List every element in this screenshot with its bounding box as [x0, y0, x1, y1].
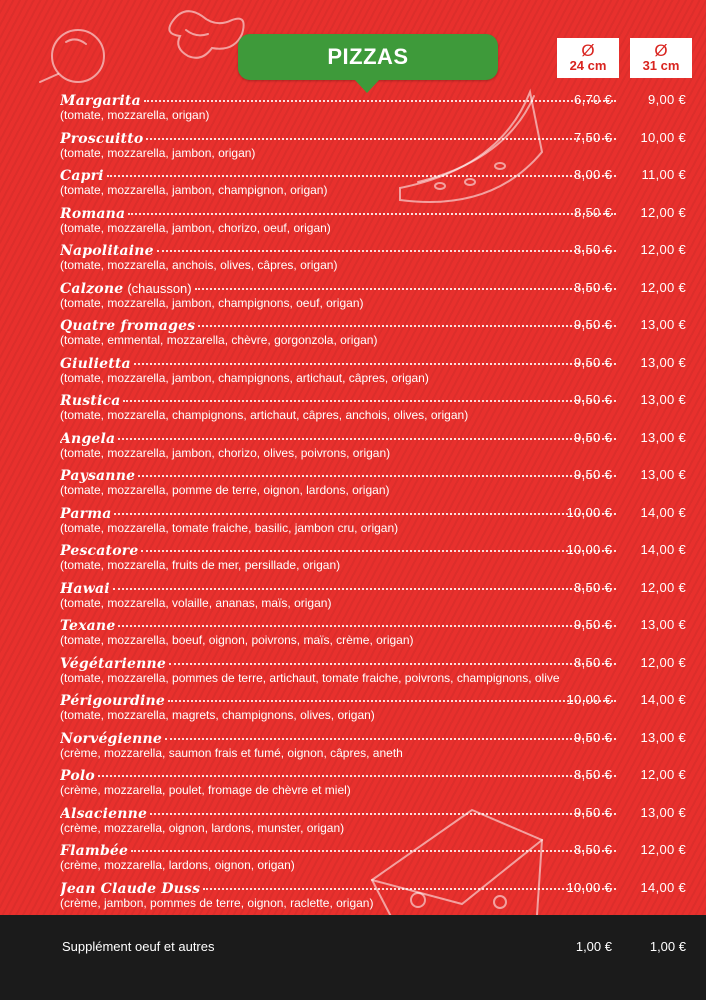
menu-item	[60, 466, 690, 504]
menu-item	[60, 804, 690, 842]
item-name-line	[60, 654, 616, 672]
item-description: (tomate, mozzarella, volaille, ananas, maïs, origan)	[60, 595, 332, 610]
item-price-31cm: 11,00 €	[641, 167, 686, 182]
item-price-31cm: 13,00 €	[640, 429, 686, 445]
item-price-31cm: 10,00 €	[640, 129, 686, 145]
menu-item	[60, 354, 690, 392]
size-header-31cm	[630, 38, 692, 78]
item-price-24cm: 9,50 €	[574, 317, 612, 332]
item-price-31cm: 12,00 €	[640, 242, 686, 257]
item-name-line	[60, 241, 616, 259]
item-price-24cm: 9,50 €	[574, 729, 612, 745]
item-price-31cm: 9,00 €	[648, 92, 686, 107]
item-price-31cm: 14,00 €	[640, 879, 686, 895]
item-price-24cm: 9,50 €	[574, 617, 612, 632]
item-description: (crème, mozzarella, saumon frais et fumé, oignon, câpres, aneth	[60, 745, 403, 760]
item-name: Hawai	[60, 580, 110, 597]
item-name: Flambée	[60, 843, 129, 859]
item-name-line	[60, 429, 616, 447]
item-name-line	[60, 879, 616, 897]
item-name-line	[60, 729, 616, 747]
item-price-24cm: 10,00 €	[566, 879, 612, 895]
item-name-line	[60, 504, 616, 522]
item-name-line	[60, 691, 616, 709]
item-description: (crème, mozzarella, oignon, lardons, munster, origan)	[60, 820, 345, 835]
item-name: Parma	[60, 505, 112, 522]
item-price-24cm: 8,50 €	[574, 654, 612, 670]
menu-item	[60, 241, 690, 279]
menu-item	[60, 879, 690, 917]
item-name: Jean Claude Duss	[60, 880, 201, 897]
item-price-31cm: 12,00 €	[640, 767, 686, 782]
menu-item	[60, 91, 690, 129]
menu-item	[60, 691, 690, 729]
item-name: Texane	[60, 618, 116, 634]
menu-item	[60, 129, 690, 167]
item-name-line	[60, 316, 616, 334]
item-price-24cm: 9,50 €	[574, 392, 612, 407]
item-name: Calzone	[60, 280, 124, 297]
item-price-24cm: 9,50 €	[574, 804, 612, 820]
item-price-24cm: 8,00 €	[574, 167, 612, 182]
item-description: (tomate, mozzarella, anchois, olives, câpres, origan)	[60, 258, 338, 272]
item-price-24cm: 8,50 €	[574, 204, 612, 220]
item-price-24cm: 10,00 €	[566, 504, 612, 520]
item-description: (tomate, mozzarella, champignons, artichaut, câpres, anchois, olives, origan)	[60, 408, 469, 422]
item-description: (tomate, mozzarella, jambon, champignons, artichaut, câpres, origan)	[60, 370, 429, 385]
item-name: Giulietta	[60, 355, 131, 372]
item-price-24cm: 8,50 €	[574, 279, 612, 295]
item-name-line	[60, 766, 616, 784]
item-description: (tomate, mozzarella, jambon, chorizo, oeuf, origan)	[60, 220, 331, 235]
menu-item	[60, 541, 690, 579]
item-name: Alsacienne	[60, 805, 148, 822]
item-description: (tomate, mozzarella, jambon, origan)	[60, 145, 256, 160]
item-name-line	[60, 129, 616, 147]
menu-item	[60, 166, 690, 204]
item-name: Norvégienne	[60, 730, 163, 747]
dot-leader	[107, 166, 616, 177]
item-name: Périgourdine	[60, 693, 166, 709]
item-name: Capri	[60, 168, 104, 184]
menu-item	[60, 204, 690, 242]
item-name-line	[60, 616, 616, 634]
pepper-icon	[169, 11, 243, 58]
menu-item	[60, 316, 690, 354]
item-name-line	[60, 804, 616, 822]
item-price-31cm: 14,00 €	[640, 542, 686, 557]
item-price-31cm: 13,00 €	[640, 467, 686, 482]
item-name-line	[60, 466, 616, 484]
item-description: (tomate, mozzarella, fruits de mer, persillade, origan)	[60, 558, 341, 572]
item-price-24cm: 9,50 €	[574, 467, 612, 482]
menu-item	[60, 729, 690, 767]
page-title: PIZZAS	[238, 34, 498, 80]
diameter-icon: Ø	[581, 41, 595, 61]
item-name: Quatre fromages	[60, 318, 196, 334]
menu-item	[60, 279, 690, 317]
item-name-line	[60, 354, 616, 372]
size-header-24cm	[557, 38, 619, 78]
item-price-24cm: 9,50 €	[574, 354, 612, 370]
item-price-24cm: 8,50 €	[574, 579, 612, 595]
item-price-31cm: 12,00 €	[640, 204, 686, 220]
item-name: Romana	[60, 205, 126, 222]
item-name: Angela	[60, 430, 116, 447]
item-price-31cm: 12,00 €	[640, 579, 686, 595]
item-price-24cm: 10,00 €	[566, 542, 612, 557]
diameter-icon: Ø	[654, 41, 668, 61]
item-description: (crème, mozzarella, lardons, oignon, origan)	[60, 858, 295, 872]
item-name-line	[60, 166, 616, 184]
item-name-line	[60, 579, 616, 597]
item-price-24cm: 8,50 €	[574, 242, 612, 257]
item-price-31cm: 13,00 €	[640, 392, 686, 407]
item-price-31cm: 13,00 €	[640, 317, 686, 332]
item-description: (crème, jambon, pommes de terre, oignon, raclette, origan)	[60, 895, 374, 910]
menu-item	[60, 766, 690, 804]
item-name: Polo	[60, 768, 95, 784]
item-price-24cm: 8,50 €	[574, 842, 612, 857]
item-price-31cm: 12,00 €	[640, 279, 686, 295]
item-price-24cm: 8,50 €	[574, 767, 612, 782]
item-price-31cm: 12,00 €	[640, 654, 686, 670]
item-name-line	[60, 279, 616, 297]
menu-item	[60, 504, 690, 542]
menu-item	[60, 654, 690, 692]
item-name: Rustica	[60, 393, 121, 409]
item-price-31cm: 12,00 €	[640, 842, 686, 857]
item-description: (tomate, emmental, mozzarella, chèvre, gorgonzola, origan)	[60, 333, 378, 347]
item-name-line	[60, 204, 616, 222]
item-name-line	[60, 91, 616, 109]
item-name: Paysanne	[60, 468, 136, 484]
pizza-menu-list	[60, 91, 690, 916]
menu-item	[60, 429, 690, 467]
item-price-24cm: 10,00 €	[566, 692, 612, 707]
item-description: (tomate, mozzarella, jambon, champignon, origan)	[60, 183, 328, 197]
item-name-line	[60, 391, 616, 409]
supplement-price-31cm: 1,00 €	[649, 939, 686, 954]
item-price-24cm: 7,50 €	[574, 129, 612, 145]
item-name: Napolitaine	[60, 243, 154, 259]
item-name: Végétarienne	[60, 655, 166, 672]
dot-leader	[98, 766, 616, 777]
footer-supplement	[0, 915, 706, 1000]
menu-item	[60, 391, 690, 429]
supplement-label: Supplément oeuf et autres	[62, 939, 215, 954]
item-price-31cm: 13,00 €	[640, 729, 686, 745]
item-description: (tomate, mozzarella, tomate fraiche, basilic, jambon cru, origan)	[60, 520, 399, 535]
item-description: (tomate, mozzarella, jambon, champignons, oeuf, origan)	[60, 295, 364, 310]
item-price-31cm: 14,00 €	[640, 504, 686, 520]
item-price-31cm: 13,00 €	[640, 354, 686, 370]
item-description: (tomate, mozzarella, boeuf, oignon, poivrons, maïs, crème, origan)	[60, 633, 414, 647]
item-name-line	[60, 541, 616, 559]
item-price-24cm: 9,50 €	[574, 429, 612, 445]
menu-item	[60, 579, 690, 617]
size-label-large: 31 cm	[642, 58, 680, 74]
item-price-24cm: 6,70 €	[574, 92, 612, 107]
item-description: (tomate, mozzarella, magrets, champignons, olives, origan)	[60, 708, 375, 722]
menu-item	[60, 616, 690, 654]
item-price-31cm: 14,00 €	[640, 692, 686, 707]
item-description: (tomate, mozzarella, pommes de terre, artichaut, tomate fraiche, poivrons, champignons, olive	[60, 670, 560, 685]
item-description: (crème, mozzarella, poulet, fromage de chèvre et miel)	[60, 783, 351, 797]
size-label-small: 24 cm	[569, 58, 607, 74]
tomato-icon	[40, 30, 104, 82]
item-price-31cm: 13,00 €	[640, 804, 686, 820]
item-description: (tomate, mozzarella, jambon, chorizo, olives, poivrons, origan)	[60, 445, 391, 460]
item-description: (tomate, mozzarella, origan)	[60, 108, 210, 122]
item-price-31cm: 13,00 €	[640, 617, 686, 632]
item-description: (tomate, mozzarella, pomme de terre, oignon, lardons, origan)	[60, 483, 390, 497]
item-name: Proscuitto	[60, 130, 144, 147]
menu-item	[60, 841, 690, 879]
dot-leader	[114, 504, 616, 515]
dot-leader	[113, 579, 616, 590]
item-name-line	[60, 841, 616, 859]
item-name: Margarita	[60, 93, 141, 109]
item-note: (chausson)	[127, 280, 192, 296]
item-name: Pescatore	[60, 543, 139, 559]
supplement-price-24cm: 1,00 €	[575, 939, 612, 954]
